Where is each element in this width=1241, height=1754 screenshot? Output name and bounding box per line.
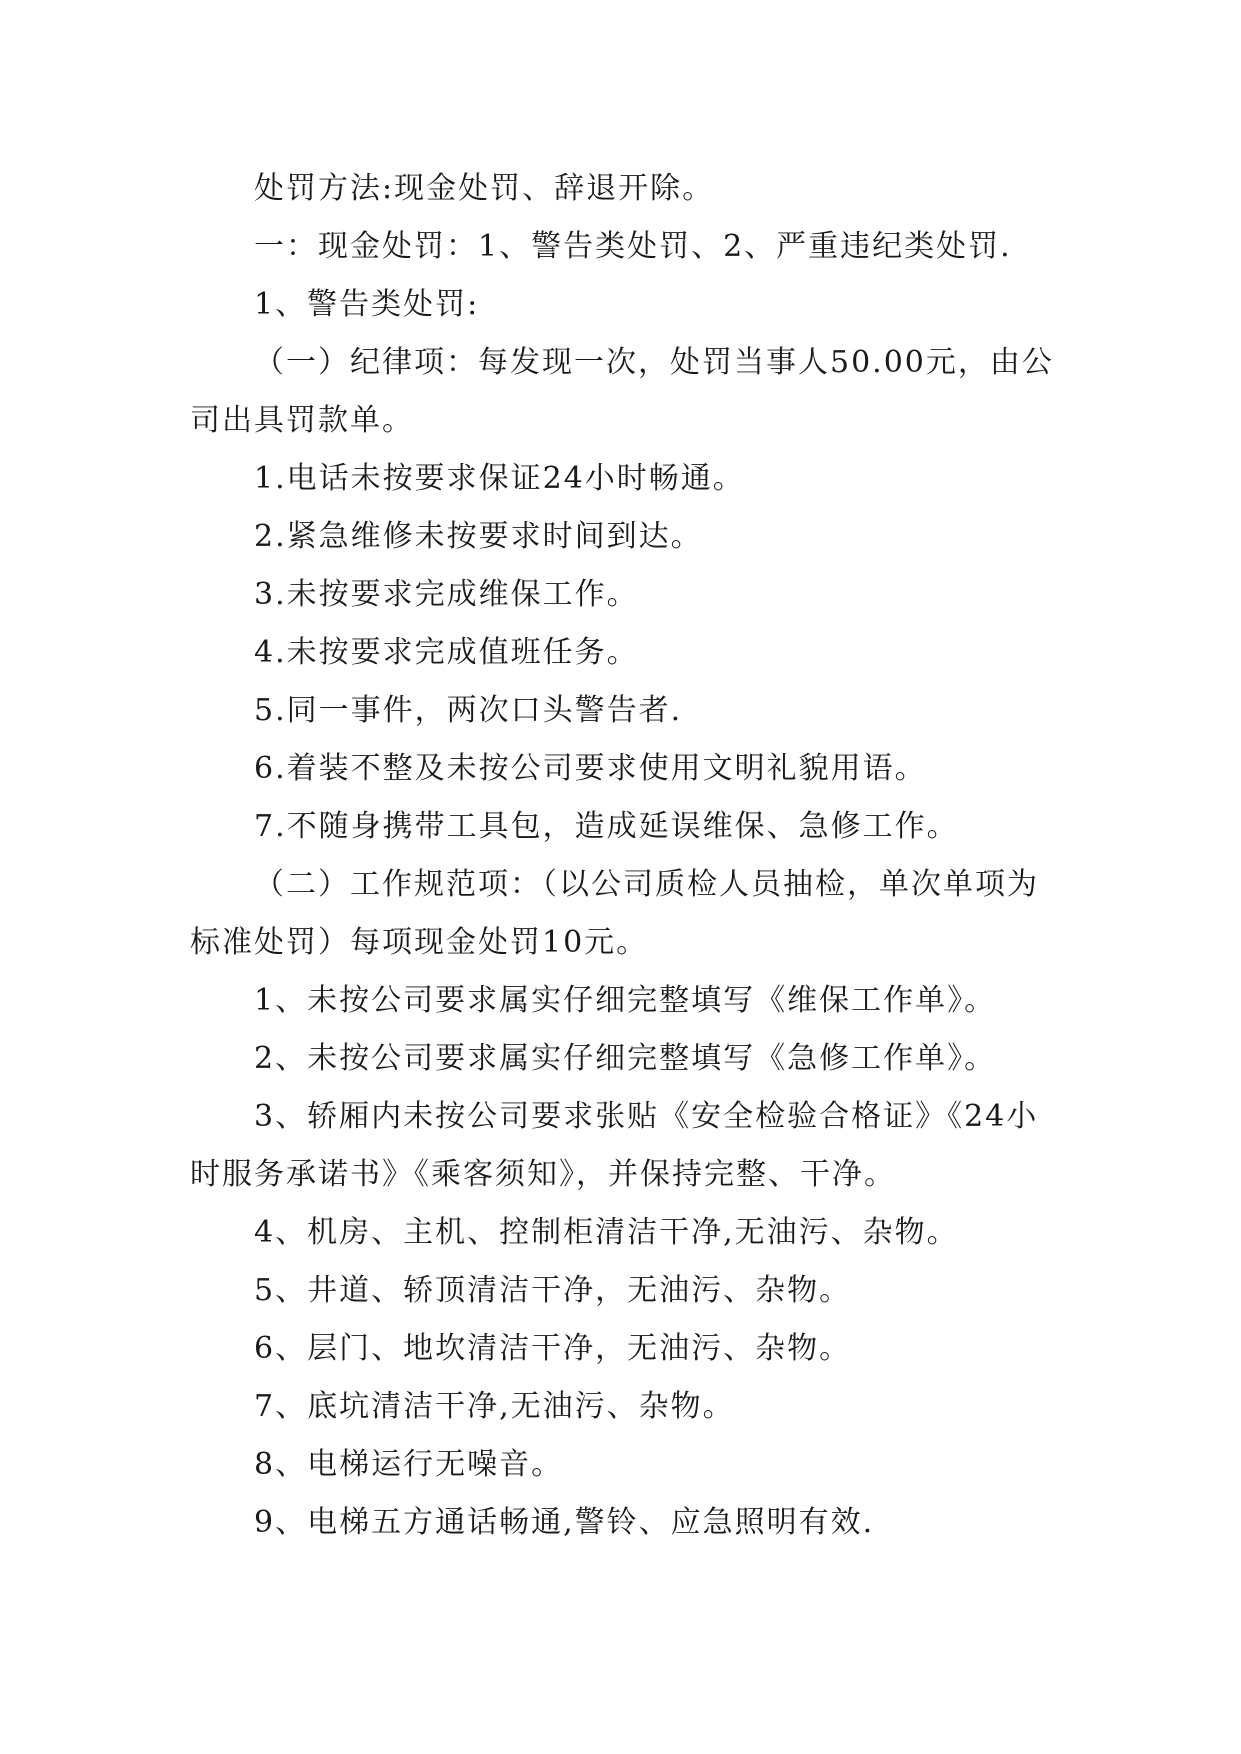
- paragraph-standard-item-2: 2、未按公司要求属实仔细完整填写《急修工作单》。: [254, 1041, 997, 1076]
- paragraph-standard-item-9: 9、电梯五方通话畅通,警铃、应急照明有效.: [254, 1505, 875, 1540]
- document-body: [190, 160, 1060, 1552]
- paragraph-penalty-methods: 处罚方法:现金处罚、辞退开除。: [254, 171, 715, 206]
- paragraph-standard-item-7: 7、底坑清洁干净,无油污、杂物。: [254, 1389, 735, 1424]
- paragraph-discipline-item-6: 6.着装不整及未按公司要求使用文明礼貌用语。: [254, 751, 927, 786]
- paragraph-discipline-item-5: 5.同一事件，两次口头警告者.: [254, 693, 683, 728]
- paragraph-standard-item-1: 1、未按公司要求属实仔细完整填写《维保工作单》。: [254, 983, 997, 1018]
- paragraph-standard-item-4: 4、机房、主机、控制柜清洁干净,无油污、杂物。: [254, 1215, 959, 1250]
- paragraph-standard-item-6: 6、层门、地坎清洁干净，无油污、杂物。: [254, 1331, 852, 1366]
- paragraph-discipline-item-4: 4.未按要求完成值班任务。: [254, 635, 639, 670]
- paragraph-work-standard-section: （二）工作规范项：（以公司质检人员抽检，单次单项为标准处罚）每项现金处罚10元。: [190, 867, 1039, 960]
- paragraph-cash-penalty-types: 一：现金处罚：1、警告类处罚、2、严重违纪类处罚.: [254, 229, 1012, 264]
- paragraph-discipline-item-3: 3.未按要求完成维保工作。: [254, 577, 639, 612]
- paragraph-discipline-item-1: 1.电话未按要求保证24小时畅通。: [254, 461, 745, 496]
- paragraph-discipline-item-2: 2.紧急维修未按要求时间到达。: [254, 519, 703, 554]
- paragraph-standard-item-8: 8、电梯运行无噪音。: [254, 1447, 564, 1482]
- paragraph-discipline-item-7: 7.不随身携带工具包，造成延误维保、急修工作。: [254, 809, 959, 844]
- paragraph-standard-item-5: 5、井道、轿顶清洁干净，无油污、杂物。: [254, 1273, 852, 1308]
- paragraph-standard-item-3: 3、轿厢内未按公司要求张贴《安全检验合格证》《24小时服务承诺书》《乘客须知》，并保持完整、干净。: [190, 1099, 1039, 1192]
- paragraph-discipline-section: （一）纪律项：每发现一次，处罚当事人50.00元，由公司出具罚款单。: [190, 345, 1054, 438]
- paragraph-warning-heading: 1、警告类处罚:: [254, 287, 480, 322]
